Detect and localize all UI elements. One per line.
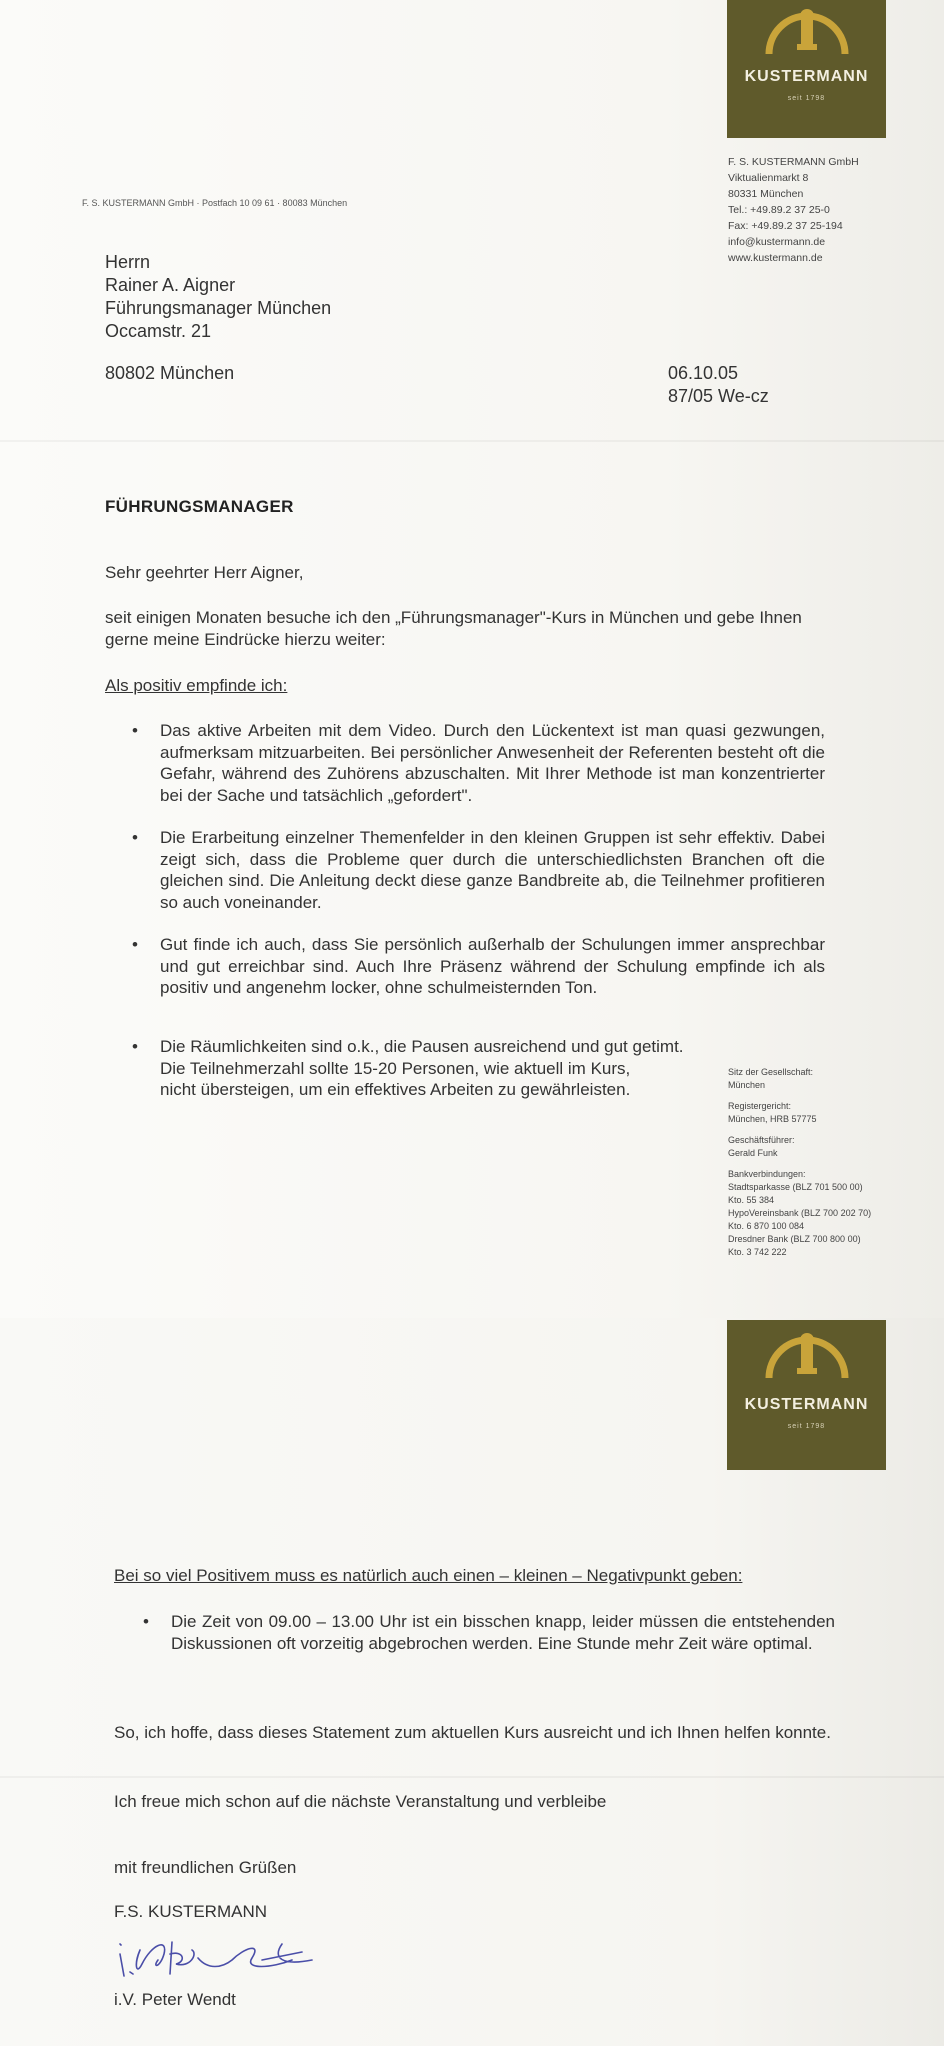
bullet-icon: • [132, 721, 138, 740]
signature-company: F.S. KUSTERMANN [114, 1902, 268, 1921]
handwritten-signature [112, 1924, 322, 1990]
last-positive-point [132, 1036, 684, 1101]
bullet-icon: • [143, 1612, 149, 1631]
recipient-line: Occamstr. 21 [105, 321, 212, 341]
logo-since: seit 1798 [787, 95, 826, 102]
list-item [132, 934, 825, 999]
legal-value: Gerald Funk [728, 1148, 778, 1158]
company-info-line: F. S. KUSTERMANN GmbH [728, 156, 859, 168]
crest-icon [759, 1326, 855, 1386]
kustermann-logo [727, 1320, 886, 1470]
recipient-city: 80802 München [105, 363, 235, 383]
crest-icon [759, 6, 855, 58]
legal-block [728, 1134, 871, 1160]
bank-line: HypoVereinsbank (BLZ 700 202 70) [728, 1208, 872, 1218]
salutation: Sehr geehrter Herr Aigner, [105, 563, 304, 582]
negative-heading: Bei so viel Positivem muss es natürlich auch einen – kleinen – Negativpunkt geben: [114, 1566, 743, 1585]
logo-name: KUSTERMANN [744, 68, 869, 85]
intro-paragraph: seit einigen Monaten besuche ich den „Führungsmanager"-Kurs in München und gebe Ihnen gerne meine Eindrücke hierzu weiter: [105, 608, 802, 649]
bank-line: Kto. 6 870 100 084 [728, 1221, 805, 1231]
paper-fold [0, 1776, 944, 1778]
legal-label: Geschäftsführer: [728, 1135, 795, 1145]
last-point-line: Die Teilnehmerzahl sollte 15-20 Personen, wie aktuell im Kurs, [160, 1058, 631, 1078]
legal-value: München, HRB 57775 [728, 1114, 817, 1124]
company-info [728, 154, 859, 266]
company-info-line: Viktualienmarkt 8 [728, 172, 809, 184]
negative-point-text: Die Zeit von 09.00 – 13.00 Uhr ist ein bisschen knapp, leider müssen die entstehenden Diskussionen oft vorzeitig abgebrochen werden. Eine Stunde mehr Zeit wäre optimal. [171, 1612, 835, 1653]
bank-line: Dresdner Bank (BLZ 700 800 00) [728, 1234, 861, 1244]
negative-point [143, 1611, 835, 1654]
legal-label: Sitz der Gesellschaft: [728, 1067, 814, 1077]
company-info-line: Fax: +49.89.2 37 25-194 [728, 220, 843, 232]
positive-list [132, 720, 825, 1020]
list-item-text: Das aktive Arbeiten mit dem Video. Durch den Lückentext ist man quasi gezwungen, aufmerksam mitzuarbeiten. Bei persönlicher Anwesenheit der Referenten besteht oft die Gefahr, während des Zuhörens abzuschalten. Mit Ihrer Methode ist man konzentrierter bei der Sache und tatsächlich „gefordert". [160, 721, 825, 805]
recipient-line: Rainer A. Aigner [105, 275, 236, 295]
recipient-line: Herrn [105, 252, 151, 272]
bank-line: Stadtsparkasse (BLZ 701 500 00) [728, 1182, 863, 1192]
bank-label: Bankverbindungen: [728, 1169, 806, 1179]
signer-name: i.V. Peter Wendt [114, 1990, 236, 2009]
list-item [132, 827, 825, 913]
bullet-icon: • [132, 1037, 138, 1056]
legal-info [728, 1066, 871, 1259]
logo-name: KUSTERMANN [744, 1396, 869, 1413]
positive-heading: Als positiv empfinde ich: [105, 676, 288, 695]
company-info-line: 80331 München [728, 188, 804, 200]
sender-line: F. S. KUSTERMANN GmbH · Postfach 10 09 61 · 80083 München [82, 198, 348, 208]
list-item-text: Die Erarbeitung einzelner Themenfelder in den kleinen Gruppen ist sehr effektiv. Dabei zeigt sich, dass die Probleme quer durch die unterschiedlichsten Branchen oft die gleichen sind. Die Anleitung deckt diese ganze Bandbreite ab, die Teilnehmer profitieren so auch voneinander. [160, 828, 825, 912]
legal-block [728, 1066, 871, 1092]
logo-since: seit 1798 [787, 1423, 826, 1430]
closing-paragraph: So, ich hoffe, dass dieses Statement zum aktuellen Kurs ausreicht und ich Ihnen helfen konnte. [114, 1723, 831, 1742]
letter-date: 06.10.05 [668, 363, 739, 383]
legal-block [728, 1100, 871, 1126]
legal-value: München [728, 1080, 766, 1090]
company-info-line: Tel.: +49.89.2 37 25-0 [728, 204, 830, 216]
letter-reference: 87/05 We-cz [668, 386, 769, 406]
list-item [132, 720, 825, 806]
list-item-text: Gut finde ich auch, dass Sie persönlich außerhalb der Schulungen immer ansprechbar und gut erreichbar sind. Auch Ihre Präsenz während der Schulung empfinde ich als positiv und angenehm locker, ohne schulmeisternden Ton. [160, 935, 825, 997]
bullet-icon: • [132, 935, 138, 954]
bullet-icon: • [132, 828, 138, 847]
company-info-line: www.kustermann.de [728, 252, 823, 264]
last-point-line: nicht übersteigen, um ein effektives Arbeiten zu gewährleisten. [160, 1080, 631, 1099]
bank-block [728, 1168, 871, 1259]
kustermann-logo [727, 0, 886, 138]
company-info-line: info@kustermann.de [728, 236, 826, 248]
bank-line: Kto. 3 742 222 [728, 1247, 787, 1257]
last-point-line: Die Räumlichkeiten sind o.k., die Pausen ausreichend und gut getimt. [160, 1037, 684, 1056]
recipient-line: Führungsmanager München [105, 298, 332, 318]
closing-line: Ich freue mich schon auf die nächste Veranstaltung und verbleibe [114, 1792, 607, 1811]
legal-label: Registergericht: [728, 1101, 792, 1111]
bank-line: Kto. 55 384 [728, 1195, 775, 1205]
letter-subject: FÜHRUNGSMANAGER [105, 497, 294, 516]
greeting: mit freundlichen Grüßen [114, 1858, 297, 1877]
paper-fold [0, 440, 944, 442]
recipient-address [105, 251, 331, 343]
letter-page-2 [0, 1318, 944, 2046]
